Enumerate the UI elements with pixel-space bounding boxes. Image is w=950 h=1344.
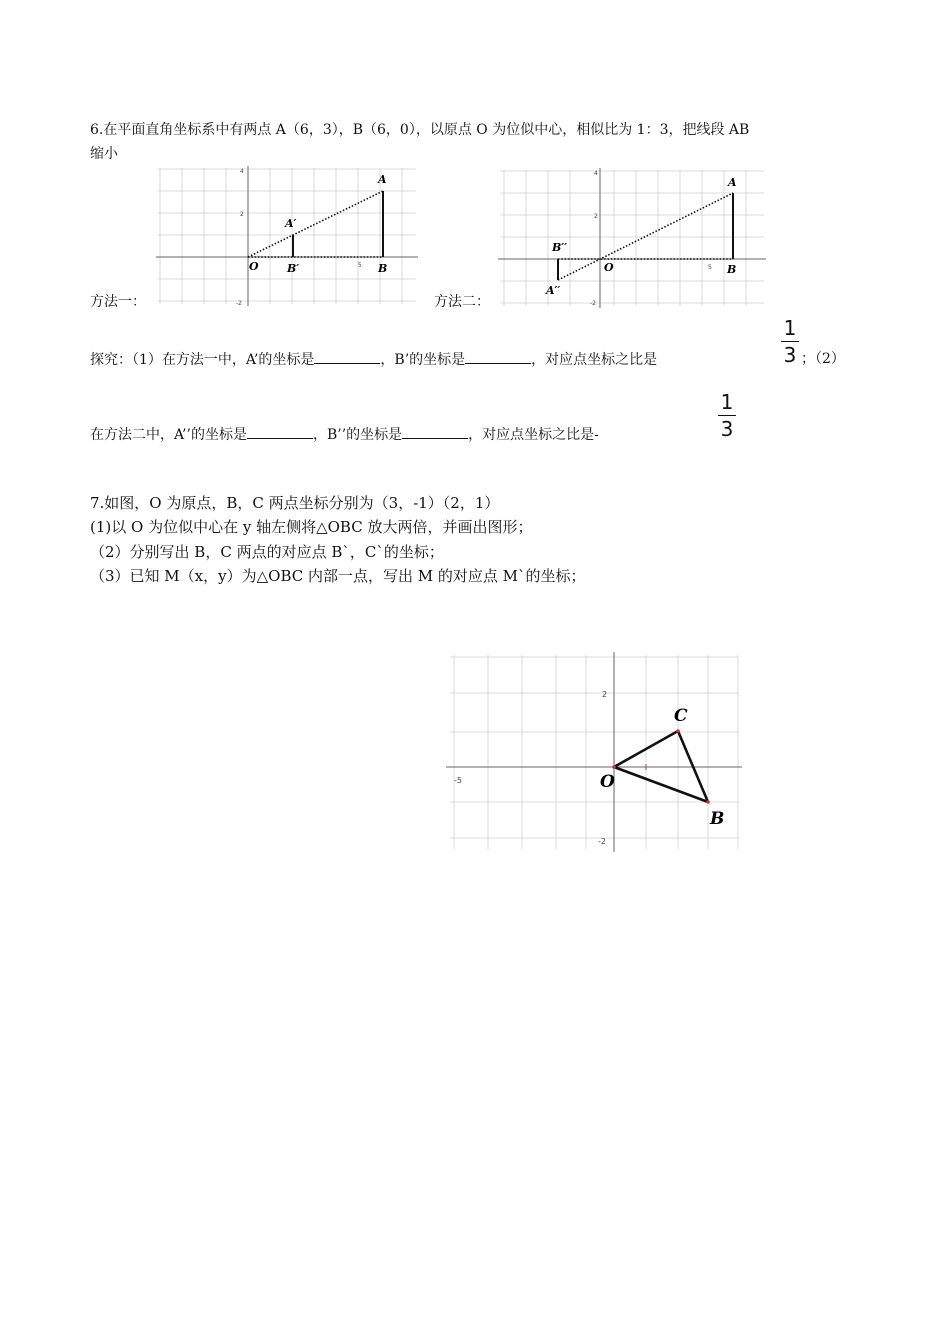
axes	[156, 166, 418, 306]
tick-y-neg2: -2	[598, 837, 606, 846]
answer-blank-A-prime[interactable]	[314, 349, 380, 364]
tick-x-5: 5	[358, 262, 362, 269]
label-O: O	[600, 772, 615, 792]
tick-y-neg2: -2	[236, 300, 242, 306]
fraction-denominator: 3	[783, 343, 797, 367]
q6-graph-method2	[498, 168, 766, 308]
explore-text-d: ；（2）	[801, 351, 845, 367]
point-O	[612, 765, 616, 769]
fraction-numerator: 1	[783, 316, 797, 340]
fraction-bar	[781, 341, 799, 342]
point-B	[706, 800, 710, 804]
label-O: O	[249, 260, 259, 273]
label-A: A	[728, 176, 737, 189]
tick-y-2: 2	[240, 211, 244, 218]
label-A-double-prime: A′′	[546, 284, 561, 297]
tick-y-4: 4	[594, 170, 598, 177]
q7-line3: （2）分别写出 B，C 两点的对应点 B`，C`的坐标；	[90, 543, 444, 561]
label-A-prime: A′	[285, 217, 297, 230]
method2-label: 方法二：	[434, 294, 490, 310]
label-B: B	[710, 809, 725, 829]
method1-label: 方法一：	[90, 294, 146, 310]
q7-line1: 7.如图，O 为原点，B，C 两点坐标分别为（3，-1）（2，1）	[90, 494, 500, 512]
dotted-OA	[248, 191, 383, 257]
dotted-A2-A	[558, 193, 733, 280]
fraction-bar	[718, 415, 736, 416]
label-O: O	[604, 261, 614, 274]
label-A: A	[378, 173, 387, 186]
tick-x-neg5: -5	[454, 776, 462, 785]
tick-y-2: 2	[602, 690, 608, 699]
grid	[500, 170, 764, 306]
q7-graph	[446, 652, 742, 852]
q7-line2: (1)以 O 为位似中心在 y 轴左侧将△OBC 放大两倍，并画出图形；	[90, 518, 533, 536]
axes	[498, 168, 766, 308]
explore2-text-b: ，B’’的坐标是	[312, 427, 403, 443]
explore2-text-a: 在方法二中，A’’的坐标是	[90, 427, 247, 443]
tick-x-5: 5	[708, 264, 712, 271]
explore2-text-c: ，对应点坐标之比是-	[468, 427, 599, 443]
fraction-denominator: 3	[720, 417, 734, 441]
answer-blank-B-prime[interactable]	[465, 349, 531, 364]
label-B-double-prime: B′′	[552, 241, 568, 254]
label-B: B	[727, 263, 737, 276]
label-B: B	[378, 262, 388, 275]
explore-text-a: 探究：（1）在方法一中，A’的坐标是	[90, 352, 315, 368]
tick-y-neg2: -2	[590, 300, 596, 307]
fraction-numerator: 1	[720, 390, 734, 414]
grid	[450, 655, 738, 849]
q6-line1: 6.在平面直角坐标系中有两点 A（6，3），B（6，0），以原点 O 为位似中心，相似比为 1：3，把线段 AB	[90, 122, 750, 138]
answer-blank-B-double-prime[interactable]	[402, 424, 468, 439]
explore-line1	[90, 349, 657, 370]
q6-line2: 缩小	[90, 146, 118, 162]
explore-text-c: ，对应点坐标之比是	[531, 352, 658, 368]
explore-text-b: ，B’的坐标是	[380, 352, 466, 368]
grid	[158, 168, 416, 304]
tick-y-2: 2	[594, 213, 598, 220]
point-C	[676, 729, 680, 733]
fraction-one-third-1	[781, 318, 799, 365]
label-C: C	[674, 706, 688, 726]
tick-y-4: 4	[240, 168, 244, 175]
fraction-one-third-2	[718, 392, 736, 439]
explore-line2	[90, 424, 599, 445]
q7-line4: （3）已知 M（x，y）为△OBC 内部一点，写出 M 的对应点 M`的坐标；	[90, 567, 586, 585]
answer-blank-A-double-prime[interactable]	[247, 424, 313, 439]
axes	[446, 652, 742, 852]
q6-graph-method1	[156, 166, 418, 306]
label-B-prime: B′	[287, 262, 300, 275]
